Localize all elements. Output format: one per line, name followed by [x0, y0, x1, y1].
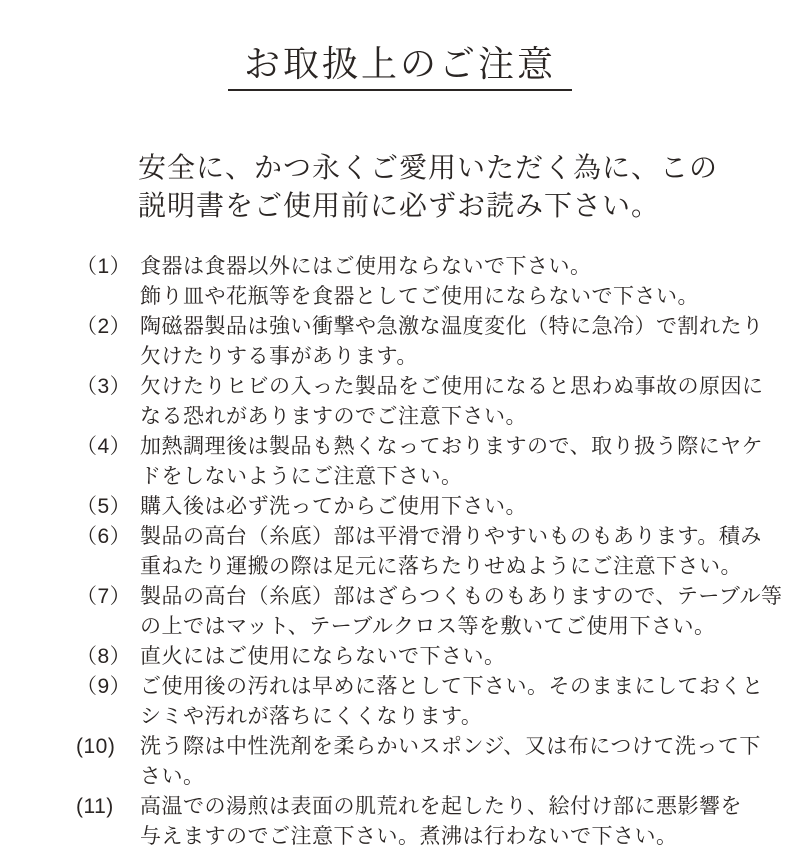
notice-item-text: [140, 492, 800, 522]
notice-item-number: （1）: [76, 255, 132, 279]
notice-item-4: [76, 432, 800, 492]
notice-item-2: [76, 312, 800, 372]
notice-item-text: [140, 582, 800, 642]
notice-item-line: シミや汚れが落ちにくくなります。: [140, 705, 483, 729]
notice-item-line: ご使用後の汚れは早めに落として下さい。そのままにしておくと: [140, 675, 764, 699]
notice-item-number: (11): [76, 795, 114, 819]
notice-item-line: 欠けたりヒビの入った製品をご使用になると思わぬ事故の原因に: [140, 375, 764, 399]
notice-item-9: [76, 672, 800, 732]
notice-item-line: 洗う際は中性洗剤を柔らかいスポンジ、又は布につけて洗って下: [140, 735, 761, 759]
notice-item-number: （4）: [76, 435, 132, 459]
notice-item-10: [76, 732, 800, 792]
notice-item-line: 高温での湯煎は表面の肌荒れを起したり、絵付け部に悪影響を: [140, 795, 742, 819]
notice-item-text: [140, 732, 800, 792]
notice-item-3: [76, 372, 800, 432]
page-title: お取扱上のご注意: [228, 42, 572, 91]
notice-item-11: [76, 792, 800, 852]
notice-item-text: [140, 312, 800, 372]
notice-item-number: （2）: [76, 315, 132, 339]
notice-item-6: [76, 522, 800, 582]
notice-list: [76, 252, 800, 852]
notice-item-8: [76, 642, 800, 672]
notice-item-text: [140, 252, 800, 312]
notice-item-1: [76, 252, 800, 312]
notice-item-number: （3）: [76, 375, 132, 399]
notice-item-line: 食器は食器以外にはご使用ならないで下さい。: [140, 255, 592, 279]
notice-item-line: 加熱調理後は製品も熱くなっておりますので、取り扱う際にヤケ: [140, 435, 764, 459]
intro-line-2: 説明書をご使用前に必ずお読み下さい。: [138, 190, 661, 222]
notice-item-line: 購入後は必ず洗ってからご使用下さい。: [140, 495, 527, 519]
notice-item-line: 製品の高台（糸底）部はざらつくものもありますので、テーブル等: [140, 585, 783, 609]
notice-item-number: (10): [76, 735, 116, 759]
notice-item-number: （8）: [76, 645, 132, 669]
notice-item-text: [140, 432, 800, 492]
notice-item-text: [140, 672, 800, 732]
notice-item-text: [140, 372, 800, 432]
notice-item-7: [76, 582, 800, 642]
handling-instructions-document: [0, 18, 800, 849]
notice-item-number: （6）: [76, 525, 132, 549]
notice-item-line: 陶磁器製品は強い衝撃や急激な温度変化（特に急冷）で割れたり: [140, 315, 764, 339]
intro-text: [138, 149, 800, 225]
notice-item-number: （5）: [76, 495, 132, 519]
notice-item-line: なる恐れがありますのでご注意下さい。: [140, 405, 527, 429]
notice-item-line: 直火にはご使用にならないで下さい。: [140, 645, 506, 669]
notice-item-line: 飾り皿や花瓶等を食器としてご使用にならないで下さい。: [140, 285, 699, 309]
notice-item-line: ドをしないようにご注意下さい。: [140, 465, 463, 489]
notice-item-line: 欠けたりする事があります。: [140, 345, 418, 369]
notice-item-number: （9）: [76, 675, 132, 699]
notice-item-line: 与えますのでご注意下さい。煮沸は行わないで下さい。: [140, 825, 678, 849]
notice-item-line: 重ねたり運搬の際は足元に落ちたりせぬようにご注意下さい。: [140, 555, 742, 579]
title-container: [0, 18, 800, 115]
notice-item-line: さい。: [140, 765, 205, 789]
notice-item-number: （7）: [76, 585, 132, 609]
intro-line-1: 安全に、かつ永くご愛用いただく為に、この: [138, 152, 719, 184]
notice-item-text: [140, 792, 800, 852]
notice-item-text: [140, 642, 800, 672]
notice-item-line: 製品の高台（糸底）部は平滑で滑りやすいものもあります。積み: [140, 525, 762, 549]
notice-item-text: [140, 522, 800, 582]
notice-item-line: の上ではマット、テーブルクロス等を敷いてご使用下さい。: [140, 615, 716, 639]
notice-item-5: [76, 492, 800, 522]
